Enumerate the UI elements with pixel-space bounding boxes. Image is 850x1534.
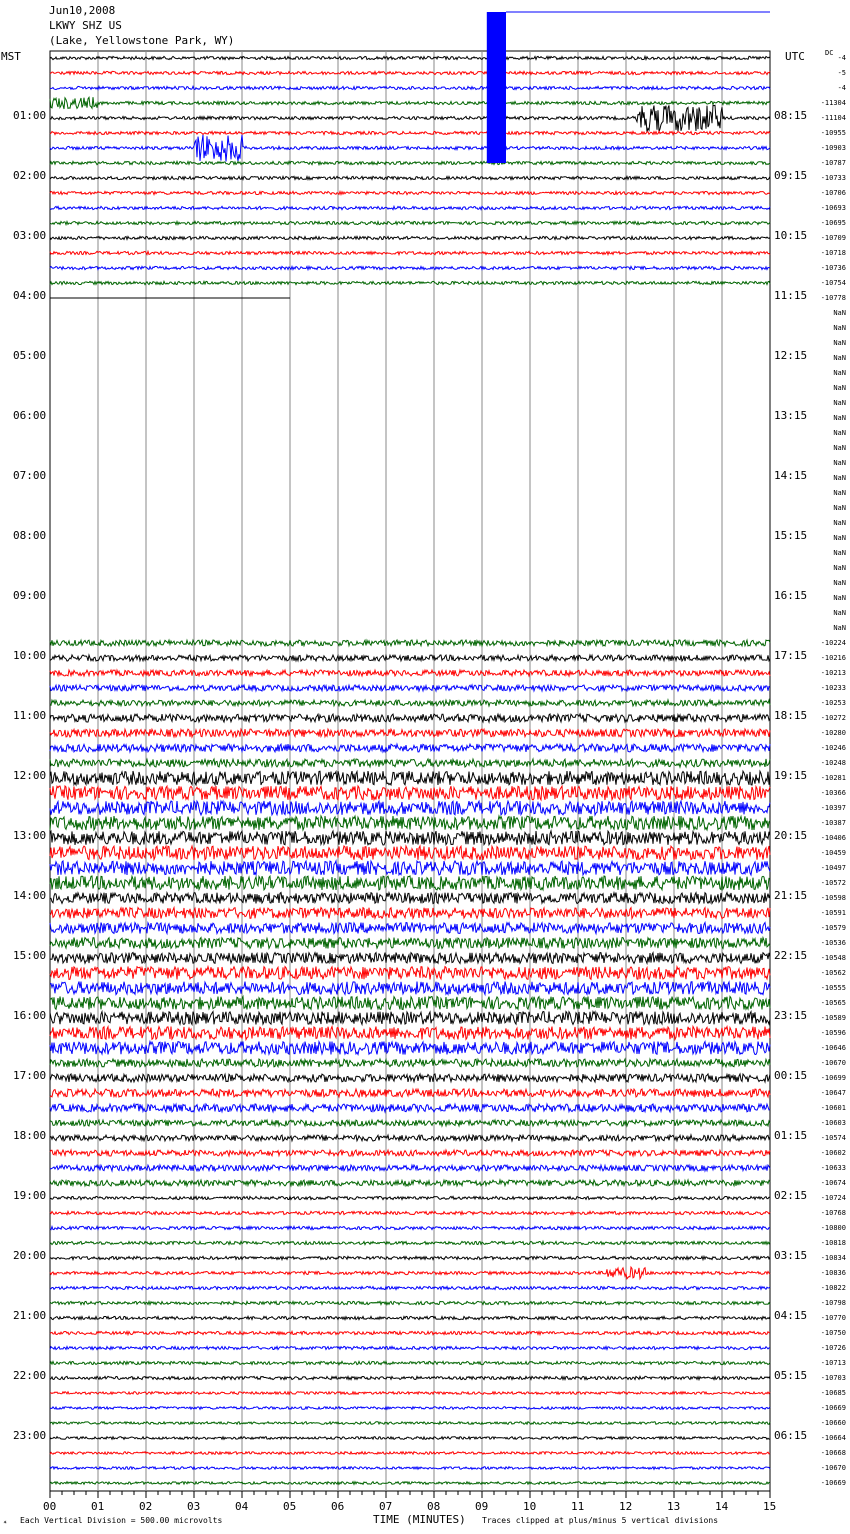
- dc-offset-label: -10670: [820, 1059, 846, 1067]
- right-hour-label: 23:15: [774, 1009, 808, 1022]
- trace-line-53: [50, 846, 770, 860]
- trace-line-68: [50, 1074, 770, 1082]
- trace-line-83: [50, 1301, 770, 1304]
- right-hour-label: 13:15: [774, 409, 808, 422]
- trace-line-3: [50, 97, 770, 109]
- trace-line-51: [50, 816, 770, 830]
- dc-offset-label: -5: [837, 69, 846, 77]
- dc-offset-label: -10768: [820, 1209, 846, 1217]
- dc-offset-label: -10778: [820, 294, 846, 302]
- dc-offset-label: -4: [837, 84, 846, 92]
- calibration-pulse: [487, 12, 506, 163]
- dc-offset-label: NaN: [833, 339, 846, 347]
- dc-offset-label: -10387: [820, 819, 846, 827]
- dc-offset-label: -10213: [820, 669, 846, 677]
- trace-line-55: [50, 876, 770, 890]
- trace-line-45: [50, 729, 770, 737]
- trace-line-80: [50, 1256, 770, 1259]
- x-tick-label: 00: [43, 1500, 57, 1513]
- dc-offset-label: -11104: [820, 114, 846, 122]
- location-label: (Lake, Yellowstone Park, WY): [49, 34, 235, 47]
- dc-offset-label: -10834: [820, 1254, 846, 1262]
- trace-line-6: [50, 135, 770, 162]
- trace-line-93: [50, 1452, 770, 1455]
- trace-line-73: [50, 1150, 770, 1156]
- dc-offset-label: NaN: [833, 474, 846, 482]
- seismic-traces: [50, 12, 770, 1484]
- dc-offset-label: -10798: [820, 1299, 846, 1307]
- trace-line-94: [50, 1467, 770, 1470]
- left-hour-label: 11:00: [13, 709, 47, 722]
- trace-line-11: [50, 221, 770, 224]
- dc-offset-label: NaN: [833, 444, 846, 452]
- trace-line-71: [50, 1120, 770, 1126]
- dc-offset-label: -10574: [820, 1134, 846, 1142]
- dc-offset-label: -11304: [820, 99, 846, 107]
- right-hour-label: 19:15: [774, 769, 808, 782]
- dc-offset-label: -10726: [820, 1344, 846, 1352]
- dc-offset-label: -10248: [820, 759, 846, 767]
- right-hour-label: 02:15: [774, 1189, 808, 1202]
- trace-line-91: [50, 1422, 770, 1425]
- dc-offset-label: -10668: [820, 1449, 846, 1457]
- dc-offset-label: NaN: [833, 609, 846, 617]
- dc-offset-label: NaN: [833, 459, 846, 467]
- right-hour-label: 22:15: [774, 949, 808, 962]
- trace-line-95: [50, 1482, 770, 1485]
- trace-line-46: [50, 744, 770, 752]
- dc-offset-label: -10693: [820, 204, 846, 212]
- trace-line-9: [50, 191, 770, 194]
- dc-offset-label: -10406: [820, 834, 846, 842]
- left-hour-label: 04:00: [13, 289, 47, 302]
- dc-offset-label: -10397: [820, 804, 846, 812]
- trace-line-66: [50, 1042, 770, 1055]
- trace-line-50: [50, 801, 770, 815]
- dc-offset-label: -10670: [820, 1464, 846, 1472]
- dc-offset-label: NaN: [833, 549, 846, 557]
- trace-line-69: [50, 1089, 770, 1097]
- trace-line-40: [50, 655, 770, 661]
- dc-offset-label: -10602: [820, 1149, 846, 1157]
- trace-line-74: [50, 1165, 770, 1171]
- x-axis-ticks: [50, 1491, 770, 1498]
- left-hour-label: 03:00: [13, 229, 47, 242]
- dc-offset-label: -10724: [820, 1194, 846, 1202]
- right-hour-label: 18:15: [774, 709, 808, 722]
- trace-line-5: [50, 131, 770, 134]
- dc-offset-label: -10664: [820, 1434, 846, 1442]
- dc-offset-label: NaN: [833, 354, 846, 362]
- trace-line-54: [50, 861, 770, 875]
- trace-line-39: [50, 640, 770, 646]
- x-tick-label: 07: [379, 1500, 393, 1513]
- dc-offset-label: -10674: [820, 1179, 846, 1187]
- left-hour-label: 21:00: [13, 1309, 47, 1322]
- dc-offset-label: -10818: [820, 1239, 846, 1247]
- trace-line-85: [50, 1331, 770, 1334]
- trace-line-56: [50, 893, 770, 904]
- trace-line-88: [50, 1376, 770, 1379]
- dc-offset-label: NaN: [833, 369, 846, 377]
- x-tick-label: 13: [667, 1500, 681, 1513]
- trace-line-49: [50, 786, 770, 800]
- dc-offset-label: -10955: [820, 129, 846, 137]
- trace-line-82: [50, 1286, 770, 1289]
- right-hour-label: 21:15: [774, 889, 808, 902]
- dc-offset-label: -10459: [820, 849, 846, 857]
- dc-offset-label: -10669: [820, 1479, 846, 1487]
- right-hour-label: 17:15: [774, 649, 808, 662]
- dc-offset-label: -10366: [820, 789, 846, 797]
- dc-offset-label: -10224: [820, 639, 846, 647]
- dc-offset-label: -10754: [820, 279, 846, 287]
- trace-line-57: [50, 908, 770, 919]
- trace-line-64: [50, 1012, 770, 1025]
- dc-offset-label: -10601: [820, 1104, 846, 1112]
- dc-offset-label: -10562: [820, 969, 846, 977]
- dc-offset-label: -10272: [820, 714, 846, 722]
- trace-line-67: [50, 1059, 770, 1067]
- left-hour-label: 19:00: [13, 1189, 47, 1202]
- left-hour-label: 12:00: [13, 769, 47, 782]
- left-hour-label: 06:00: [13, 409, 47, 422]
- dc-header-label: DC: [825, 49, 834, 57]
- dc-offset-label: -10903: [820, 144, 846, 152]
- right-hour-label: 05:15: [774, 1369, 808, 1382]
- right-hour-label: 12:15: [774, 349, 808, 362]
- trace-line-14: [50, 266, 770, 269]
- station-label: LKWY SHZ US: [49, 19, 122, 32]
- x-axis-title: TIME (MINUTES): [373, 1513, 466, 1526]
- x-tick-label: 08: [427, 1500, 441, 1513]
- dc-offset-label: -10253: [820, 699, 846, 707]
- dc-offset-label: NaN: [833, 579, 846, 587]
- dc-offset-label: -10603: [820, 1119, 846, 1127]
- trace-line-75: [50, 1180, 770, 1186]
- trace-line-59: [50, 938, 770, 949]
- trace-line-92: [50, 1437, 770, 1440]
- right-hour-label: 08:15: [774, 109, 808, 122]
- trace-line-52: [50, 831, 770, 845]
- right-hour-label: 04:15: [774, 1309, 808, 1322]
- trace-line-4: [50, 105, 770, 132]
- x-tick-label: 12: [619, 1500, 633, 1513]
- dc-offset-label: NaN: [833, 519, 846, 527]
- dc-offset-label: -10703: [820, 1374, 846, 1382]
- left-hour-label: 14:00: [13, 889, 47, 902]
- dc-offset-label: -10713: [820, 1359, 846, 1367]
- x-tick-label: 06: [331, 1500, 345, 1513]
- trace-line-43: [50, 700, 770, 706]
- x-tick-label: 03: [187, 1500, 201, 1513]
- dc-offset-label: -10536: [820, 939, 846, 947]
- date-label: Jun10,2008: [49, 4, 116, 17]
- right-hour-label: 14:15: [774, 469, 808, 482]
- trace-line-76: [50, 1196, 770, 1199]
- dc-offset-label: -10770: [820, 1314, 846, 1322]
- right-hour-label: 01:15: [774, 1129, 808, 1142]
- trace-line-58: [50, 923, 770, 934]
- dc-offset-label: -10565: [820, 999, 846, 1007]
- dc-offset-label: -10736: [820, 264, 846, 272]
- trace-line-89: [50, 1392, 770, 1395]
- trace-line-86: [50, 1346, 770, 1349]
- trace-line-60: [50, 953, 770, 964]
- left-hour-label: 18:00: [13, 1129, 47, 1142]
- left-hour-label: 02:00: [13, 169, 47, 182]
- right-hour-label: 20:15: [774, 829, 808, 842]
- dc-offset-label: -10596: [820, 1029, 846, 1037]
- dc-offset-label: NaN: [833, 399, 846, 407]
- scale-note: Each Vertical Division = 500.00 microvolts: [20, 1516, 223, 1525]
- trace-line-79: [50, 1241, 770, 1244]
- dc-offset-label: -10280: [820, 729, 846, 737]
- trace-line-41: [50, 670, 770, 676]
- dc-offset-label: NaN: [833, 414, 846, 422]
- trace-line-65: [50, 1027, 770, 1040]
- trace-line-81: [50, 1267, 770, 1279]
- dc-offset-label: -10800: [820, 1224, 846, 1232]
- dc-offset-label: NaN: [833, 504, 846, 512]
- dc-offset-label: -10669: [820, 1404, 846, 1412]
- dc-offset-label: NaN: [833, 624, 846, 632]
- dc-offset-label: -10497: [820, 864, 846, 872]
- dc-offset-label: -10281: [820, 774, 846, 782]
- trace-line-15: [50, 281, 770, 284]
- trace-line-10: [50, 206, 770, 209]
- dc-offset-label: NaN: [833, 489, 846, 497]
- dc-offset-label: -10216: [820, 654, 846, 662]
- trace-line-78: [50, 1226, 770, 1229]
- left-hour-label: 13:00: [13, 829, 47, 842]
- trace-line-42: [50, 685, 770, 691]
- x-tick-label: 10: [523, 1500, 537, 1513]
- timezone-right-label: UTC: [785, 50, 805, 63]
- trace-line-90: [50, 1407, 770, 1410]
- dc-offset-label: -10699: [820, 1074, 846, 1082]
- left-hour-label: 20:00: [13, 1249, 47, 1262]
- right-hour-label: 10:15: [774, 229, 808, 242]
- left-hour-label: 16:00: [13, 1009, 47, 1022]
- dc-offset-label: -4: [837, 54, 846, 62]
- x-tick-label: 01: [91, 1500, 105, 1513]
- dc-offset-label: NaN: [833, 564, 846, 572]
- dc-offset-label: -10591: [820, 909, 846, 917]
- x-tick-label: 09: [475, 1500, 489, 1513]
- right-hour-label: 03:15: [774, 1249, 808, 1262]
- dc-offset-label: -10579: [820, 924, 846, 932]
- left-hour-label: 05:00: [13, 349, 47, 362]
- trace-line-8: [50, 176, 770, 179]
- trace-line-84: [50, 1316, 770, 1319]
- clip-note: Traces clipped at plus/minus 5 vertical divisions: [482, 1516, 719, 1525]
- x-tick-label: 14: [715, 1500, 729, 1513]
- x-tick-label: 05: [283, 1500, 297, 1513]
- dc-offset-label: NaN: [833, 429, 846, 437]
- left-hour-label: 17:00: [13, 1069, 47, 1082]
- trace-line-72: [50, 1135, 770, 1141]
- dc-offset-label: -10633: [820, 1164, 846, 1172]
- dc-offset-label: -10233: [820, 684, 846, 692]
- trace-line-7: [50, 161, 770, 164]
- dc-offset-label: NaN: [833, 309, 846, 317]
- left-hour-label: 22:00: [13, 1369, 47, 1382]
- right-hour-label: 09:15: [774, 169, 808, 182]
- left-hour-label: 10:00: [13, 649, 47, 662]
- x-tick-label: 15: [763, 1500, 777, 1513]
- trace-line-61: [50, 967, 770, 980]
- trace-line-63: [50, 997, 770, 1010]
- dc-offset-label: -10709: [820, 234, 846, 242]
- dc-offset-label: -10836: [820, 1269, 846, 1277]
- trace-line-48: [50, 771, 770, 785]
- dc-offset-label: -10598: [820, 894, 846, 902]
- dc-offset-label: NaN: [833, 594, 846, 602]
- right-hour-label: 11:15: [774, 289, 808, 302]
- right-hour-label: 16:15: [774, 589, 808, 602]
- dc-offset-label: -10787: [820, 159, 846, 167]
- trace-line-70: [50, 1104, 770, 1112]
- trace-line-44: [50, 714, 770, 722]
- x-tick-label: 02: [139, 1500, 153, 1513]
- dc-offset-label: NaN: [833, 534, 846, 542]
- dc-offset-label: -10572: [820, 879, 846, 887]
- x-tick-label: 04: [235, 1500, 249, 1513]
- left-hour-label: 09:00: [13, 589, 47, 602]
- trace-line-12: [50, 236, 770, 239]
- dc-offset-label: -10246: [820, 744, 846, 752]
- dc-offset-label: -10733: [820, 174, 846, 182]
- left-hour-label: 01:00: [13, 109, 47, 122]
- dc-offset-label: -10706: [820, 189, 846, 197]
- trace-line-1: [50, 71, 770, 74]
- dc-offset-label: -10647: [820, 1089, 846, 1097]
- dc-offset-label: -10750: [820, 1329, 846, 1337]
- trace-line-13: [50, 251, 770, 254]
- timezone-left-label: MST: [1, 50, 21, 63]
- left-hour-label: 08:00: [13, 529, 47, 542]
- trace-line-2: [50, 86, 770, 89]
- left-hour-label: 07:00: [13, 469, 47, 482]
- trace-line-0: [50, 56, 770, 59]
- dc-offset-label: -10718: [820, 249, 846, 257]
- dc-offset-label: -10822: [820, 1284, 846, 1292]
- dc-offset-label: -10589: [820, 1014, 846, 1022]
- dc-offset-label: -10646: [820, 1044, 846, 1052]
- dc-offset-label: -10685: [820, 1389, 846, 1397]
- dc-offset-label: -10695: [820, 219, 846, 227]
- dc-offset-label: -10555: [820, 984, 846, 992]
- right-hour-label: 06:15: [774, 1429, 808, 1442]
- dc-offset-label: NaN: [833, 384, 846, 392]
- left-hour-label: 23:00: [13, 1429, 47, 1442]
- left-hour-label: 15:00: [13, 949, 47, 962]
- trace-line-62: [50, 982, 770, 995]
- right-hour-label: 15:15: [774, 529, 808, 542]
- dc-offset-label: -10548: [820, 954, 846, 962]
- dc-offset-label: -10660: [820, 1419, 846, 1427]
- x-tick-label: 11: [571, 1500, 585, 1513]
- right-hour-label: 00:15: [774, 1069, 808, 1082]
- logo-mark: ✴: [3, 1518, 8, 1526]
- trace-line-87: [50, 1361, 770, 1364]
- trace-line-77: [50, 1211, 770, 1214]
- dc-offset-label: NaN: [833, 324, 846, 332]
- trace-line-47: [50, 759, 770, 767]
